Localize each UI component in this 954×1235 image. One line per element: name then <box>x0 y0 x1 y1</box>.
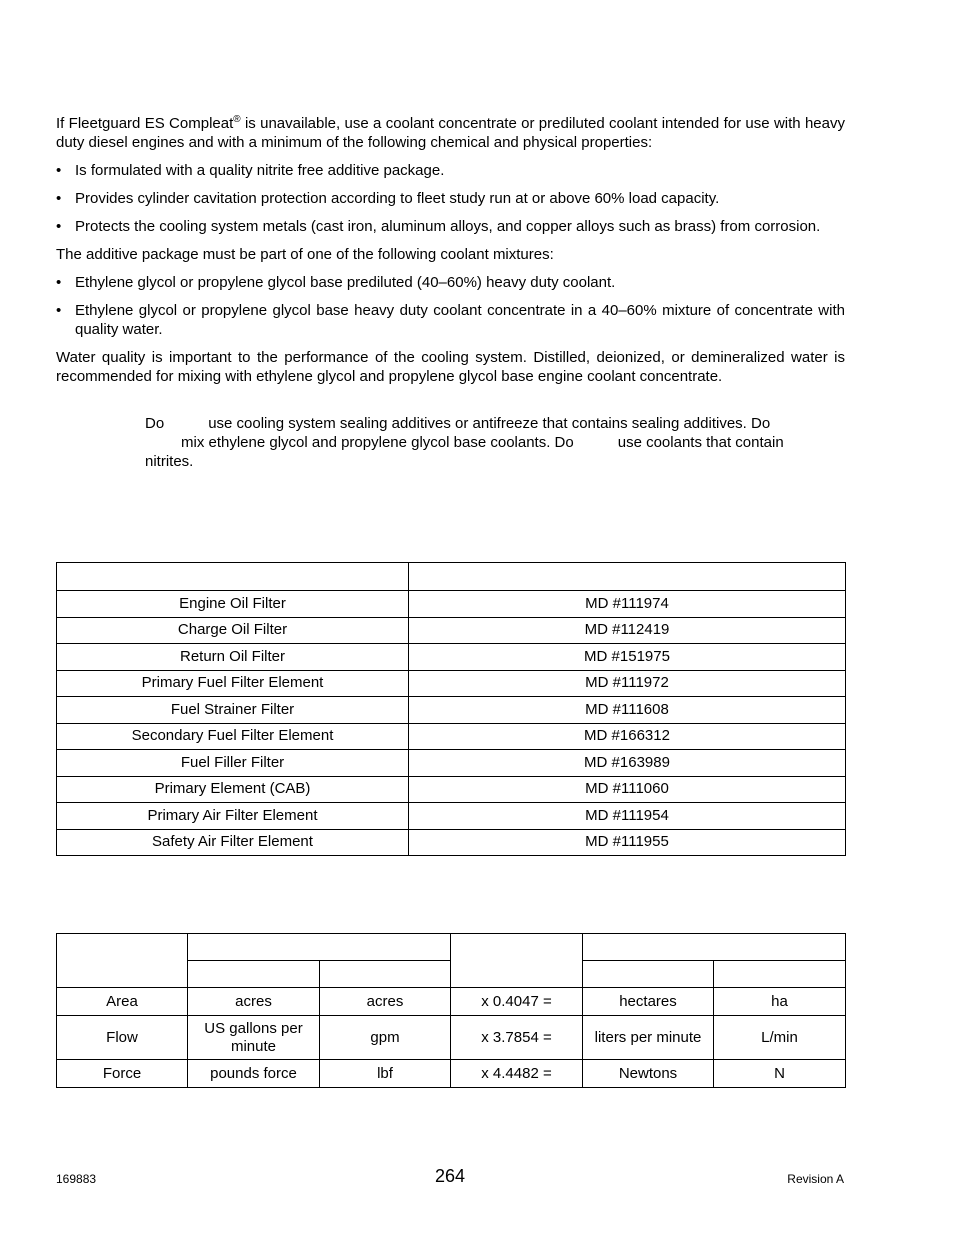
table-row <box>57 803 846 830</box>
water-quality-paragraph: Water quality is important to the performance of the cooling system. Distilled, deionized, or demineralized water is recommended for mixing with ethylene glycol and propylene glycol base engine coolant concentrate. <box>56 349 845 385</box>
table-header-cell <box>188 934 451 961</box>
filter-name-cell: Fuel Strainer Filter <box>57 697 409 724</box>
part-number-cell: MD #111972 <box>409 670 846 697</box>
part-number-cell: MD #111060 <box>409 776 846 803</box>
notice-fragment: use coolants that contain <box>617 434 784 451</box>
imperial-unit-abbr-cell: acres <box>320 988 451 1016</box>
factor-cell: x 3.7854 = <box>451 1016 583 1060</box>
filter-name-cell: Primary Fuel Filter Element <box>57 670 409 697</box>
list-item: • Ethylene glycol or propylene glycol base heavy duty coolant concentrate in a 40–60% mixture of concentrate with quality water. <box>56 302 845 338</box>
factor-cell: x 0.4047 = <box>451 988 583 1016</box>
list-item-text: Is formulated with a quality nitrite free additive package. <box>75 162 445 179</box>
si-unit-name-cell: hectares <box>583 988 714 1016</box>
intro-text: If Fleetguard ES Compleat <box>56 115 234 132</box>
si-unit-abbr-cell: N <box>714 1060 846 1088</box>
revision-label: Revision A <box>787 1172 844 1186</box>
notice-text <box>145 414 809 471</box>
document-number: 169883 <box>56 1172 97 1186</box>
imperial-unit-name-cell: US gallons per minute <box>188 1016 320 1060</box>
filter-name-cell: Primary Element (CAB) <box>57 776 409 803</box>
table-row <box>57 591 846 618</box>
table-header-cell <box>188 961 320 988</box>
part-number-cell: MD #112419 <box>409 617 846 644</box>
table-header-cell <box>451 934 583 988</box>
table-row <box>57 750 846 777</box>
part-number-cell: MD #166312 <box>409 723 846 750</box>
intro-paragraph <box>56 114 845 152</box>
table-row <box>57 723 846 750</box>
filter-parts-table <box>56 562 846 856</box>
table-row <box>57 776 846 803</box>
table-row <box>57 988 846 1016</box>
notice-fragment: mix ethylene glycol and propylene glycol base coolants. Do <box>181 434 574 451</box>
part-number-cell: MD #163989 <box>409 750 846 777</box>
table-row <box>57 670 846 697</box>
si-unit-abbr-cell: ha <box>714 988 846 1016</box>
table-header-cell <box>57 934 188 988</box>
table-header-cell <box>583 934 846 961</box>
list-item-text: Ethylene glycol or propylene glycol base heavy duty coolant concentrate in a 40–60% mixture of concentrate with quality water. <box>75 302 845 338</box>
si-unit-abbr-cell: L/min <box>714 1016 846 1060</box>
table-header-cell <box>714 961 846 988</box>
table-row <box>57 697 846 724</box>
filter-name-cell: Safety Air Filter Element <box>57 829 409 856</box>
filter-name-cell: Fuel Filler Filter <box>57 750 409 777</box>
filter-name-cell: Engine Oil Filter <box>57 591 409 618</box>
page-content <box>56 114 845 386</box>
part-number-cell: MD #111955 <box>409 829 846 856</box>
list-item: • Is formulated with a quality nitrite free additive package. <box>56 162 445 179</box>
filter-name-cell: Primary Air Filter Element <box>57 803 409 830</box>
table-header-cell <box>583 961 714 988</box>
intro-text-continued: is unavailable, use a coolant concentrate or prediluted coolant intended for use with heavy duty diesel engines and with a minimum of the following chemical and physical properties: <box>56 115 845 151</box>
filter-name-cell: Secondary Fuel Filter Element <box>57 723 409 750</box>
notice-fragment: Do <box>145 415 165 432</box>
imperial-unit-name-cell: pounds force <box>188 1060 320 1088</box>
si-unit-name-cell: liters per minute <box>583 1016 714 1060</box>
table-header-row <box>57 934 846 961</box>
conversion-table <box>56 933 846 1088</box>
list-item: • Protects the cooling system metals (cast iron, aluminum alloys, and copper alloys such as brass) from corrosion. <box>56 218 821 235</box>
part-number-cell: MD #151975 <box>409 644 846 671</box>
page-number: 264 <box>434 1166 466 1186</box>
list-item-text: Protects the cooling system metals (cast iron, aluminum alloys, and copper alloys such as brass) from corrosion. <box>75 218 821 235</box>
part-number-cell: MD #111954 <box>409 803 846 830</box>
list-item: • Ethylene glycol or propylene glycol base prediluted (40–60%) heavy duty coolant. <box>56 274 616 291</box>
quantity-cell: Area <box>57 988 188 1016</box>
table-row <box>57 1060 846 1088</box>
factor-cell: x 4.4482 = <box>451 1060 583 1088</box>
quantity-cell: Flow <box>57 1016 188 1060</box>
list-item: • Provides cylinder cavitation protection according to fleet study run at or above 60% load capacity. <box>56 190 720 207</box>
imperial-unit-name-cell: acres <box>188 988 320 1016</box>
table-header-cell <box>409 563 846 591</box>
table-header-cell <box>320 961 451 988</box>
quantity-cell: Force <box>57 1060 188 1088</box>
table-header-row <box>57 563 846 591</box>
part-number-cell: MD #111608 <box>409 697 846 724</box>
notice-fragment: nitrites. <box>145 453 194 470</box>
imperial-unit-abbr-cell: lbf <box>320 1060 451 1088</box>
table-row <box>57 617 846 644</box>
registered-mark: ® <box>233 114 241 125</box>
filter-name-cell: Charge Oil Filter <box>57 617 409 644</box>
part-number-cell: MD #111974 <box>409 591 846 618</box>
filter-name-cell: Return Oil Filter <box>57 644 409 671</box>
notice-fragment: use cooling system sealing additives or antifreeze that contains sealing additives. Do <box>208 415 771 432</box>
additive-paragraph: The additive package must be part of one of the following coolant mixtures: <box>56 246 554 263</box>
si-unit-name-cell: Newtons <box>583 1060 714 1088</box>
list-item-text: Provides cylinder cavitation protection according to fleet study run at or above 60% load capacity. <box>75 190 720 207</box>
table-header-cell <box>57 563 409 591</box>
imperial-unit-abbr-cell: gpm <box>320 1016 451 1060</box>
table-row <box>57 644 846 671</box>
table-row <box>57 1016 846 1060</box>
table-row <box>57 829 846 856</box>
list-item-text: Ethylene glycol or propylene glycol base prediluted (40–60%) heavy duty coolant. <box>75 274 616 291</box>
